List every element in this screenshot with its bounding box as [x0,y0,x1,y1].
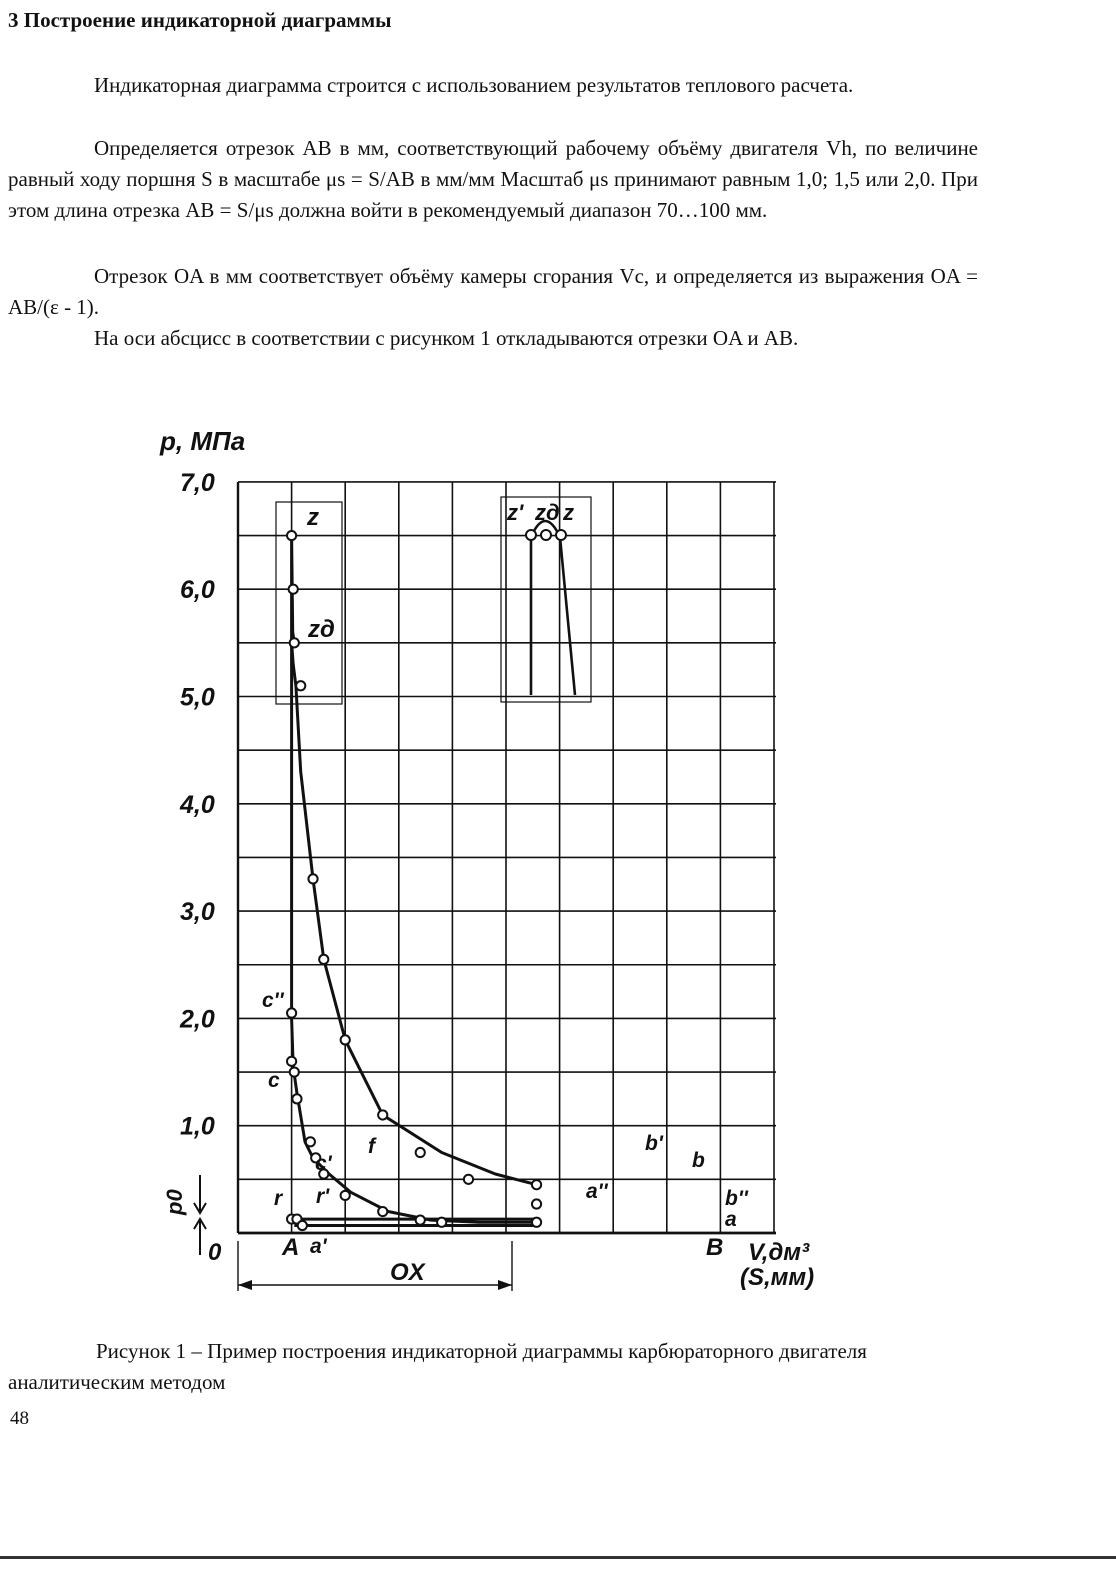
data-point [287,1057,296,1066]
page-bottom-rule [0,1556,1116,1559]
page-number: 48 [10,1408,29,1429]
figure-caption [8,1336,968,1398]
data-point [308,874,317,883]
inset-label-z1: z' [507,500,524,525]
p0-label: p0 [162,1189,187,1215]
point-label-b1: b' [645,1132,663,1155]
chart-labels [159,426,814,1291]
data-point [532,1180,541,1189]
data-point [341,1035,350,1044]
indicator-diagram [150,415,850,1300]
paragraph-2 [8,133,978,226]
p0-arrow-up [194,1219,206,1255]
data-point [298,1221,307,1230]
data-point [319,955,328,964]
y-tick-label: 4,0 [180,790,215,819]
data-point [416,1216,425,1225]
y-tick-label: 5,0 [180,683,215,712]
inset-marker [556,530,566,540]
y-tick-label: 3,0 [180,898,215,927]
paragraph-1-text: Индикаторная диаграмма строится с использованием результатов теплового расчета. [94,73,854,97]
point-label-a2: a'' [586,1180,608,1203]
data-point [416,1148,425,1157]
data-point [292,1094,301,1103]
y-tick-label: 1,0 [180,1112,215,1141]
p0-arrow-down [194,1175,206,1213]
data-point [287,531,296,540]
point-B-label: B [706,1234,724,1261]
paragraph-3-text: Отрезок OA в мм соответствует объёму камеры сгорания Vc, и определяется из выражения OA = AB/(ε - 1). [8,264,978,319]
data-point [341,1191,350,1200]
data-point [290,638,299,647]
ox-arrow-right [498,1280,512,1290]
ox-label: OX [390,1259,425,1286]
data-point [296,681,305,690]
data-point [437,1218,446,1227]
data-point [378,1110,387,1119]
point-A-label: A [282,1234,300,1261]
section-heading: 3 Построение индикаторной диаграммы [8,8,392,32]
figure-caption-text: Рисунок 1 – Пример построения индикаторной диаграммы карбюраторного двигателя аналитическим методом [8,1339,867,1394]
paragraph-3 [8,261,978,323]
data-point [287,1008,296,1017]
point-label-r: r [274,1187,283,1210]
point-label-f: f [368,1135,375,1158]
chart-insets [276,497,591,704]
point-label-b2: b'' [725,1187,748,1210]
data-point [532,1218,541,1227]
y-tick-label: 6,0 [180,576,215,605]
point-label-b: b [692,1149,705,1172]
inset-label-zd: zд [535,500,560,525]
point-label-c2: c'' [262,989,284,1012]
x-axis-label-secondary: (S,мм) [740,1264,815,1291]
y-axis-label: p, МПа [160,426,246,456]
point-label-r1: r' [316,1185,330,1208]
point-label-zd: zд [308,616,335,643]
data-point [464,1175,473,1184]
series-expansion [292,643,537,1185]
inset-box-left [276,502,342,704]
inset-box-right [501,497,591,702]
point-label-a: a [725,1208,737,1231]
point-label-z: z [307,504,319,531]
inset-label-z: z [563,500,574,525]
point-label-c: c [268,1069,280,1092]
point-label-c1: c' [315,1152,332,1175]
data-point [378,1207,387,1216]
data-point [289,585,298,594]
series-combustion [292,536,295,1013]
data-point [290,1067,299,1076]
ox-arrow-left [238,1280,252,1290]
inset-marker [541,530,551,540]
paragraph-4 [8,323,978,354]
paragraph-4-text: На оси абсцисс в соответствии с рисунком 1 откладываются отрезки OA и AB. [94,326,799,350]
inset-marker [526,530,536,540]
y-tick-label: 2,0 [180,1005,215,1034]
point-label-a1: a' [310,1235,327,1258]
origin-label: 0 [208,1239,222,1266]
paragraph-2-text: Определяется отрезок AB в мм, соответствующий рабочему объёму двигателя Vh, по величине равный ходу поршня S в масштабе μs = S/AB в мм/мм Масштаб μs принимают равным 1,0; 1,5 или 2,0. При этом длина отрезка AB = S/μs должна войти в рекомендуемый диапазон 70…100 мм. [8,136,978,222]
data-point [306,1137,315,1146]
paragraph-1 [8,70,978,101]
y-tick-label: 7,0 [180,468,215,497]
inset-curve [531,521,575,695]
x-axis-label: V,дм³ [748,1239,810,1266]
data-point [532,1199,541,1208]
